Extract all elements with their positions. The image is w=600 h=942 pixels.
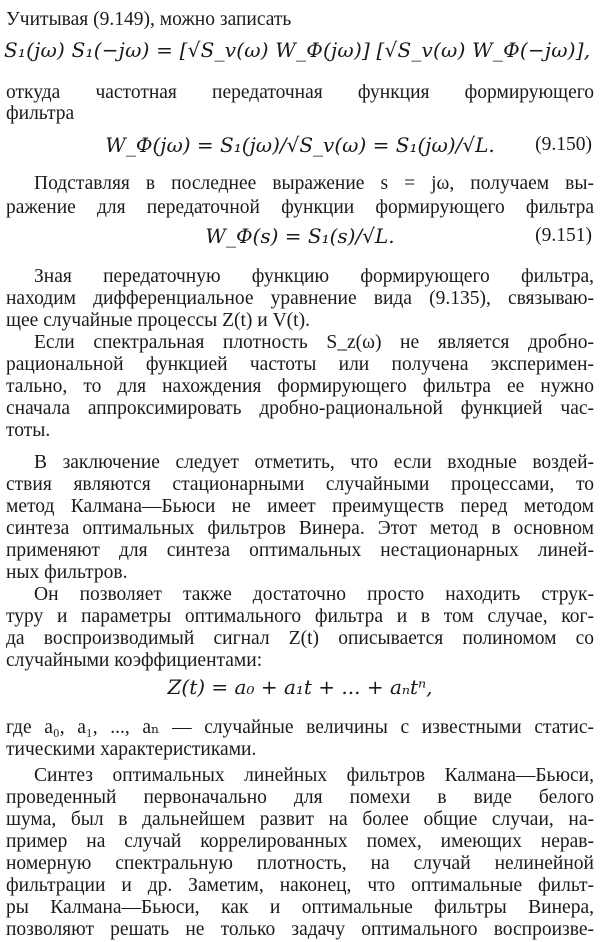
text-line: откуда частотная передаточная функция формирующего (6, 82, 594, 103)
equation-number: (9.150) (535, 134, 592, 155)
text-line: тоты. (6, 420, 51, 441)
text-line: ных фильтров. (6, 562, 128, 583)
text-line: Если спектральная плотность S_z(ω) не является дробно- (34, 332, 594, 353)
formula-expression: S₁(jω) S₁(−jω) = [√S_v(ω) W_Ф(jω)] [√S_v(ω) W_Ф(−jω)], (4, 38, 591, 62)
text-line: Учитывая (9.149), можно записать (6, 9, 292, 30)
text-line: Подставляя в последнее выражение s = jω, получаем вы- (34, 173, 594, 194)
text-line: проведенный первоначально для помехи в виде белого (6, 787, 594, 808)
text-line: тально, то для нахождения формирующего фильтра ее нужно (6, 376, 594, 397)
text-line: применяют для синтеза оптимальных нестационарных линей- (6, 540, 594, 561)
text-line: ствия являются стационарными случайными процессами, то (6, 474, 594, 495)
text-line: Зная передаточную функцию формирующего фильтра, (34, 266, 594, 287)
text-line: да воспроизводимый сигнал Z(t) описывается полиномом со (6, 628, 594, 649)
text-line: случайными коэффициентами: (6, 650, 263, 671)
text-line: ры Калмана—Бьюси, как и оптимальные фильтры Винера, (6, 897, 594, 918)
text-line: туру и параметры оптимального фильтра и в том случае, ког- (6, 606, 594, 627)
formula-expression: W_Ф(jω) = S₁(jω)/√S_v(ω) = S₁(jω)/√L. (105, 133, 495, 157)
text-line: В заключение следует отметить, что если входные воздей- (34, 452, 594, 473)
equation-number: (9.151) (535, 225, 592, 246)
text-line: где a₀, a₁, ..., aₙ — случайные величины с известными статис- (6, 717, 594, 738)
text-line: тическими характеристиками. (6, 739, 257, 760)
text-line: метод Калмана—Бьюси не имеет преимуществ перед методом (6, 496, 594, 517)
text-line: ражение для передаточной функции формирующего фильтра (6, 197, 594, 218)
text-line: шума, был в дальнейшем развит на более общие случаи, на- (6, 809, 594, 830)
text-line: позволяют решать не только задачу оптимального воспроизве- (6, 919, 594, 940)
formula-expression: W_Ф(s) = S₁(s)/√L. (205, 224, 395, 248)
text-line: синтеза оптимальных фильтров Винера. Этот метод в основном (6, 518, 594, 539)
text-line: находим дифференциальное уравнение вида (9.135), связываю- (6, 288, 594, 309)
text-line: рациональной функцией частоты или получена эксперимен- (6, 354, 594, 375)
text-line: Синтез оптимальных линейных фильтров Калмана—Бьюси, (34, 765, 594, 786)
text-line: номерную спектральную плотность, на случай нелинейной (6, 853, 594, 874)
text-line: фильтра (6, 103, 75, 124)
text-line: пример на случай коррелированных помех, имеющих нерав- (6, 831, 594, 852)
formula-expression: Z(t) = a₀ + a₁t + ... + aₙtⁿ, (167, 675, 433, 699)
text-line: сначала аппроксимировать дробно-рациональной функцией час- (6, 398, 594, 419)
text-line: фильтрации и др. Заметим, наконец, что оптимальные фильт- (6, 875, 594, 896)
text-line: Он позволяет также достаточно просто находить струк- (34, 584, 594, 605)
text-line: щее случайные процессы Z(t) и V(t). (6, 310, 310, 331)
